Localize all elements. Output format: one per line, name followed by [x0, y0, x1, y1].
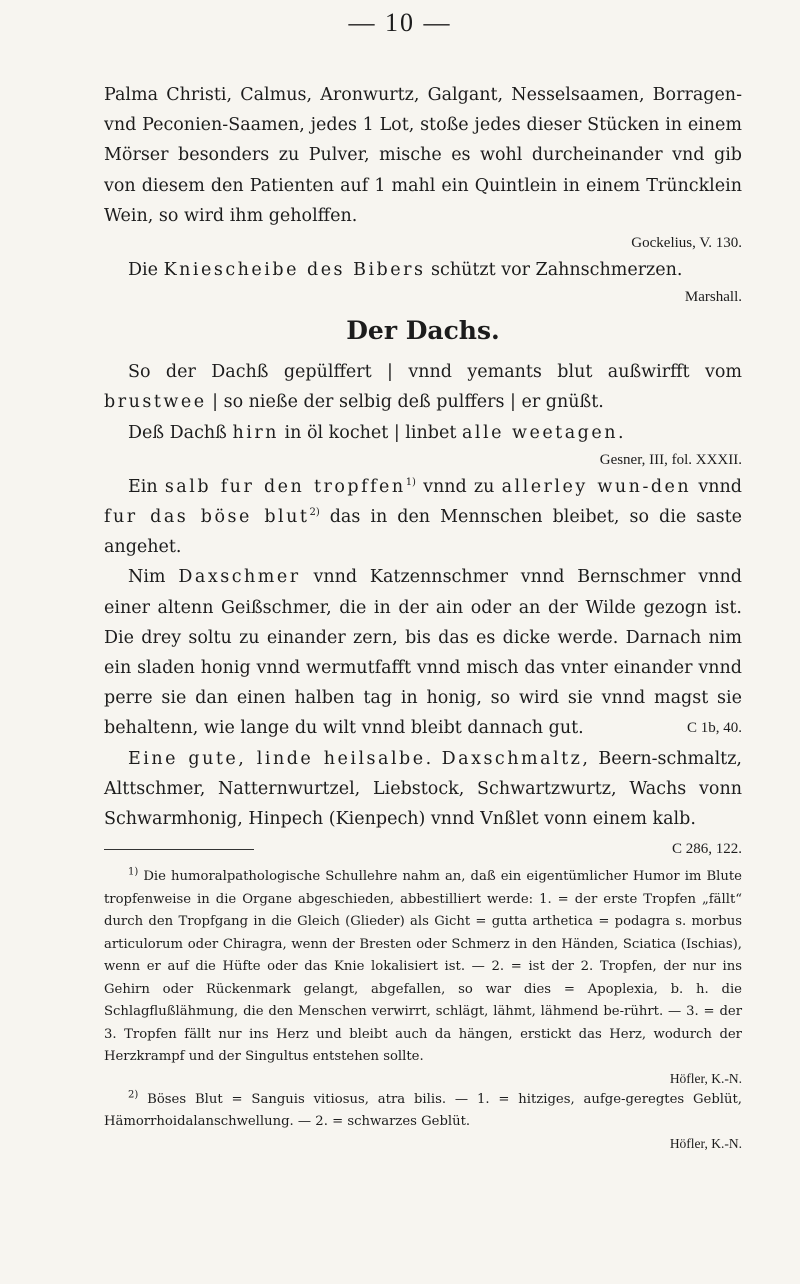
- text-segment: Nim: [128, 567, 166, 588]
- spaced-emphasis: Daxschmaltz,: [441, 748, 591, 769]
- heilsalbe-paragraph: [104, 744, 742, 835]
- citation-c286: C 286, 122.: [671, 841, 742, 858]
- footnote-1-citation: Höfler, K.-N.: [669, 1070, 742, 1086]
- spaced-emphasis: fur das böse blut: [104, 507, 310, 528]
- footnote-number: 2): [128, 1089, 139, 1101]
- text-segment: vnnd zu: [423, 476, 495, 497]
- spaced-emphasis: allerley wun-den: [501, 476, 692, 497]
- main-text: [104, 80, 742, 1154]
- footnote-separator: [104, 834, 742, 864]
- spaced-emphasis: Daxschmer: [178, 567, 301, 588]
- text-segment: vnnd: [698, 476, 743, 497]
- citation-c1b: C 1b, 40.: [686, 720, 742, 737]
- biber-paragraph: [104, 255, 742, 285]
- spaced-emphasis: Kniescheibe des Bibers: [163, 260, 426, 281]
- text-segment: Die: [128, 260, 158, 281]
- text-segment: in öl kochet | linbet: [284, 422, 457, 443]
- spaced-emphasis: hirn: [232, 422, 279, 443]
- dachs-paragraph-2: [104, 418, 742, 448]
- footnote-2: [104, 1089, 742, 1134]
- salb-paragraph: [104, 472, 742, 563]
- text-segment: | so nieße der selbig deß pulffers | er gnüßt.: [212, 392, 604, 413]
- spaced-emphasis: Eine gute, linde heilsalbe.: [128, 748, 434, 769]
- page-number: — 10 —: [348, 8, 452, 37]
- text-segment: schützt vor Zahnschmerzen.: [431, 260, 683, 281]
- citation-gockelius: Gockelius, V. 130.: [631, 235, 742, 252]
- citation-marshall: Marshall.: [684, 289, 742, 306]
- section-heading: Der Dachs.: [346, 316, 500, 346]
- footnote-number: 1): [128, 867, 139, 879]
- daxschmer-paragraph: [104, 562, 742, 743]
- separator-rule: [104, 849, 254, 850]
- recipe-paragraph: Palma Christi, Calmus, Aronwurtz, Galgant, Nesselsaamen, Borragen- vnd Peconien-Saamen, jedes 1 Lot, stoße jedes dieser Stücken in einem Mörser besonders zu Pulver, mische es wohl durcheinander vnd gib von diesem den Patienten auf 1 mahl ein Quintlein in einem Trüncklein Wein, so wird ihm geholffen.: [104, 85, 742, 226]
- spaced-emphasis: salb fur den tropffen: [164, 476, 406, 497]
- citation-gesner: Gesner, III, fol. XXXII.: [599, 451, 742, 468]
- text-segment: Ein: [128, 476, 158, 497]
- dachs-paragraph-1: [104, 357, 742, 417]
- footnote-text: Böses Blut = Sanguis vitiosus, atra bilis. — 1. = hitziges, aufge-geregtes Geblüt, Hämorrhoidalanschwellung. — 2. = schwarzes Geblüt.: [104, 1091, 742, 1130]
- text-segment: Deß Dachß: [128, 422, 227, 443]
- footnote-2-citation: Höfler, K.-N.: [669, 1135, 742, 1151]
- spaced-emphasis: alle weetagen.: [461, 422, 627, 443]
- footnote-marker: 1): [405, 477, 416, 488]
- text-segment: das in den Mennschen bleibet, so die saste angehet.: [104, 507, 742, 558]
- footnote-1: [104, 866, 742, 1069]
- text-segment: Beern-schmaltz, Alttschmer, Natternwurtzel, Liebstock, Schwartzwurtz, Wachs vonn Schwarmhonig, Hinpech (Kienpech) vnnd Vnßlet vonn einem kalb.: [104, 748, 742, 830]
- footnote-marker: 2): [309, 507, 320, 519]
- footnotes: [104, 866, 742, 1154]
- spaced-emphasis: brustwee: [104, 392, 207, 413]
- footnote-text: Die humoralpathologische Schullehre nahm an, daß ein eigentümlicher Humor im Blute tropfenweise in die Organe abgeschieden, abbestilliert werde: 1. = der erste Tropfen „fällt“ durch den Tropfgang in die Gleich (Glieder) als Gicht = gutta arthetica = podagra s. morbus articulorum oder Chiragra, wenn der Bresten oder Schmerz in den Händen, Sciatica (Ischias), wenn er auf die Hüfte oder das Knie lokalisiert ist. — 2. = ist der 2. Tropfen, der nur ins Gehirn oder Rückenmark gelangt, abgefallen, so war dies = Apoplexia, b. h. die Schlagflußlähmung, die den Menschen verwirrt, schlägt, lähmt, lähmend be-rührt. — 3. = der 3. Tropfen fällt nur ins Herz und bleibt auch da hängen, erstickt das Herz, wodurch der Herzkrampf und der Singultus entstehen sollte.: [104, 869, 742, 1065]
- text-segment: vnnd Katzennschmer vnnd Bernschmer vnnd einer altenn Geißschmer, die in der ain oder an der Wilde gezogn ist. Die drey soltu zu einander zern, bis das es dicke werde. Darnach nim ein sladen honig vnnd wermutfafft vnnd misch das vnter einander vnnd perre sie dan einen halben tag in honig, so wird sie vnnd magst sie behaltenn, wie lange du wilt vnnd bleibt dannach gut.: [104, 567, 742, 739]
- text-segment: So der Dachß gepülffert | vnnd yemants blut außwirfft vom: [128, 362, 742, 383]
